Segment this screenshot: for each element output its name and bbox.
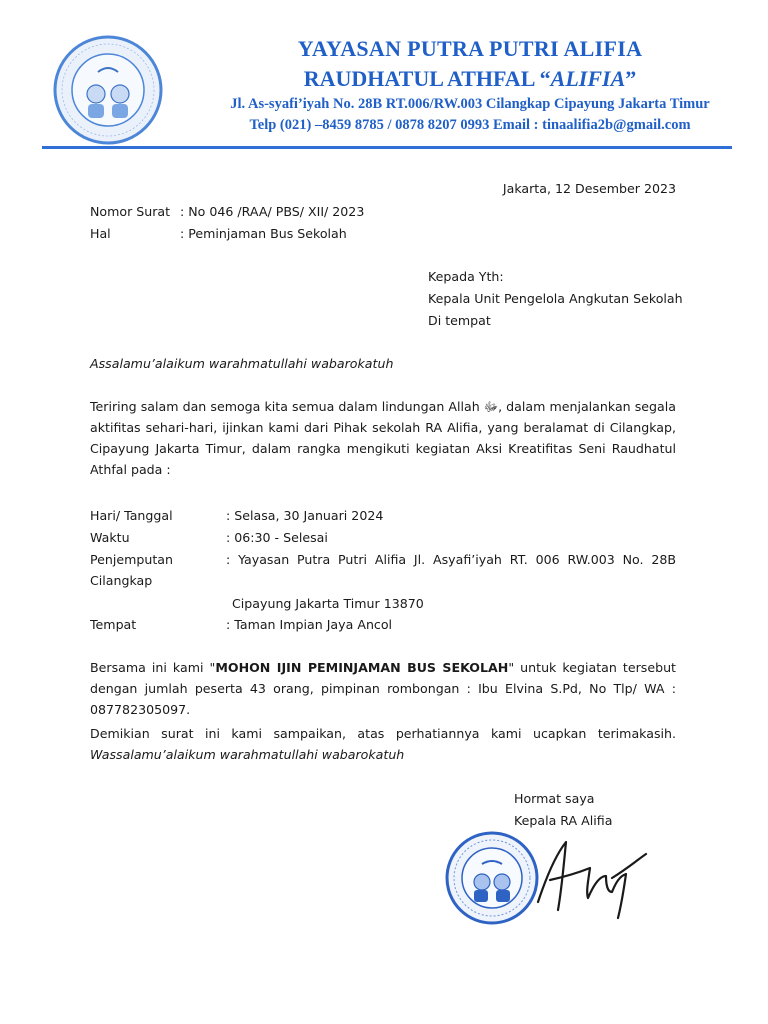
signature-title: Kepala RA Alifia [514,813,613,828]
greeting: Assalamu’alaikum warahmatullahi wabarokatuh [90,356,394,371]
recipient-line1: Kepada Yth: [428,269,504,284]
intro-text-1: Teriring salam dan semoga kita semua dalam lindungan Allah [90,399,484,414]
jemput-value-line2: Cipayung Jakarta Timur 13870 [232,596,424,611]
waktu-value: : 06:30 - Selesai [226,530,328,545]
closing-greeting: Wassalamu’alaikum warahmatullahi wabarokatuh [90,747,405,762]
letterhead-address: Jl. As-syafi’iyah No. 28B RT.006/RW.003 Cilangkap Cipayung Jakarta Timur [230,96,710,112]
jemput-wrap: Cilangkap [90,573,153,588]
signature-regards: Hormat saya [514,791,595,806]
recipient-line3: Di tempat [428,313,491,328]
request-text-pre: Bersama ini kami " [90,660,216,675]
waktu-label: Waktu [90,530,130,545]
school-name-prefix: RAUDHATUL ATHFAL “ [303,66,551,91]
intro-paragraph [90,396,676,480]
hari-label: Hari/ Tanggal [90,508,173,523]
handwritten-signature [528,832,658,922]
tempat-value: : Taman Impian Jaya Ancol [226,617,393,632]
letterhead-foundation-name: YAYASAN PUTRA PUTRI ALIFIA [297,36,643,61]
intro-text-2: , dalam menjalankan segala aktifitas sehari-hari, ijinkan kami dari Pihak sekolah RA Alifia, yang beralamat di Cilangkap, Cipayung Jakarta Timur, dalam rangka mengikuti kegiatan Aksi Kreatifitas Seni Raudhatul Athfal pada : [90,399,676,477]
recipient-line2: Kepala Unit Pengelola Angkutan Sekolah [428,291,683,306]
school-seal-logo [52,34,164,146]
letterhead-school-name [170,66,768,92]
hal-value: : Peminjaman Bus Sekolah [180,226,347,241]
letterhead-divider [42,146,732,149]
request-text-bold: MOHON IJIN PEMINJAMAN BUS SEKOLAH [215,660,509,675]
nomor-label: Nomor Surat [90,204,171,219]
allah-jalla-jalaluhu-glyph: ﷻ [483,399,499,414]
school-name-suffix: ” [625,66,637,91]
request-paragraph [90,657,676,720]
school-name-italic: ALIFIA [550,66,626,91]
hari-value: : Selasa, 30 Januari 2024 [226,508,384,523]
request-text-post: " untuk kegiatan tersebut dengan jumlah peserta 43 orang, pimpinan rombongan : Ibu Elvina S.Pd, No Tlp/ WA : 087782305097. [90,660,676,717]
hal-label: Hal [90,226,111,241]
letter-date: Jakarta, 12 Desember 2023 [502,181,676,196]
letterhead-contact: Telp (021) –8459 8785 / 0878 8207 0993 Email : tinaalifia2b@gmail.com [249,117,691,133]
nomor-value: : No 046 /RAA/ PBS/ XII/ 2023 [180,204,365,219]
jemput-value: : Yayasan Putra Putri Alifia Jl. Asyafi’iyah RT. 006 RW.003 No. 28B [226,552,676,567]
tempat-label: Tempat [90,617,137,632]
closing-sentence: Demikian surat ini kami sampaikan, atas perhatiannya kami ucapkan terimakasih. [90,726,676,741]
official-stamp [444,830,540,926]
jemput-label: Penjemputan [90,552,174,567]
